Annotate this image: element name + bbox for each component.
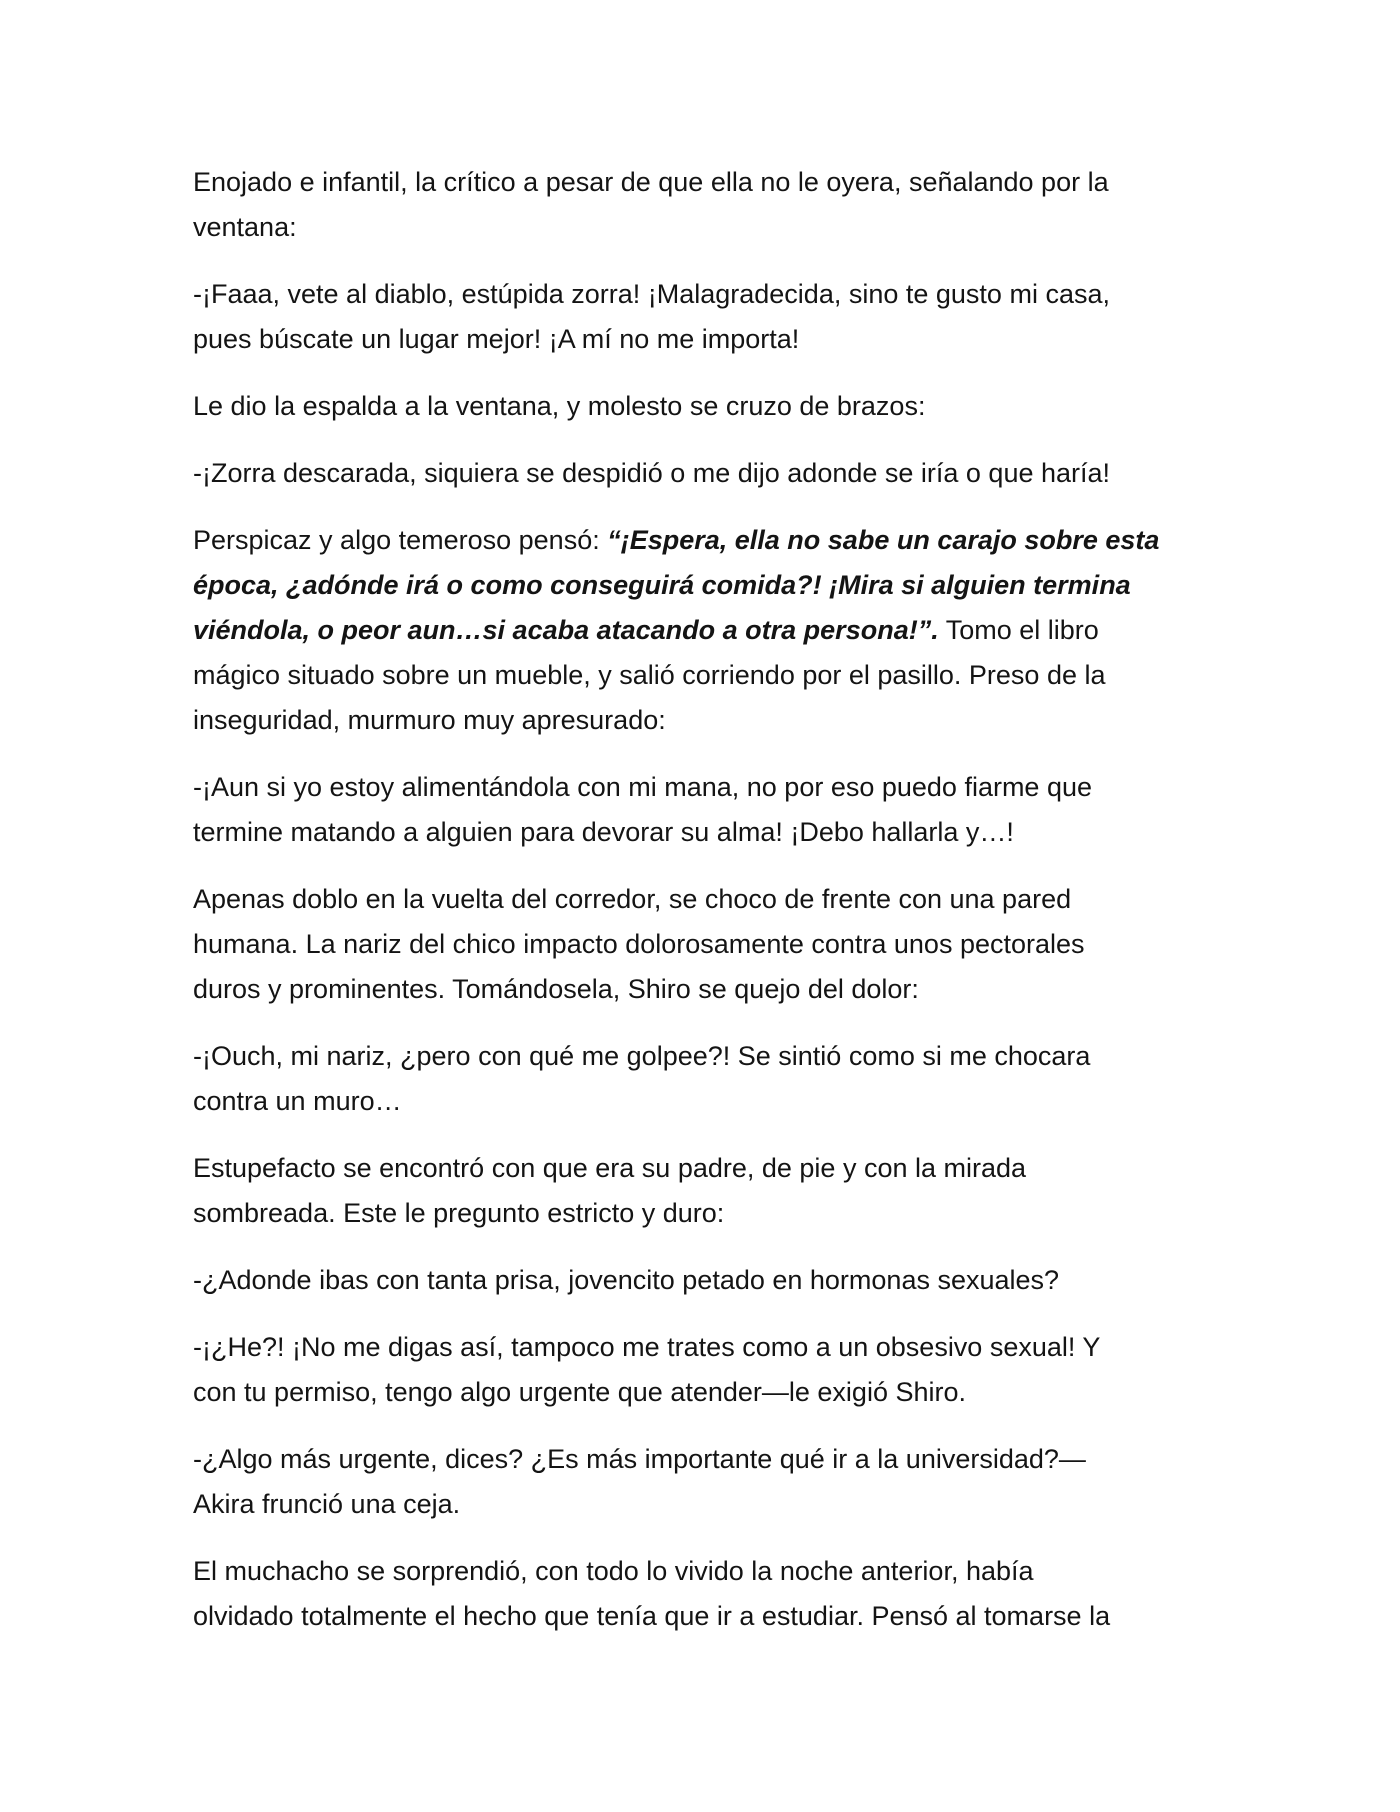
paragraph xyxy=(193,384,1208,429)
text-line: -¡Zorra descarada, siquiera se despidió o me dijo adonde se iría o que haría! xyxy=(193,458,1111,488)
paragraph xyxy=(193,1549,1208,1639)
text-line: -¿Algo más urgente, dices? ¿Es más importante qué ir a la universidad?— xyxy=(193,1444,1086,1474)
text-run: Tomo el libro xyxy=(938,615,1099,645)
paragraph xyxy=(193,1034,1208,1124)
text-line: termine matando a alguien para devorar su alma! ¡Debo hallarla y…! xyxy=(193,817,1014,847)
text-line: ventana: xyxy=(193,212,297,242)
paragraph xyxy=(193,1437,1208,1527)
paragraph xyxy=(193,160,1208,250)
text-line: duros y prominentes. Tomándosela, Shiro se quejo del dolor: xyxy=(193,974,919,1004)
text-line: -¡Faaa, vete al diablo, estúpida zorra! ¡Malagradecida, sino te gusto mi casa, xyxy=(193,279,1110,309)
thought-text: viéndola, o peor aun…si acaba atacando a otra persona!”. xyxy=(193,615,939,645)
paragraph xyxy=(193,1146,1208,1236)
thought-text: “¡Espera, ella no sabe un carajo sobre esta xyxy=(607,525,1160,555)
text-line: con tu permiso, tengo algo urgente que atender—le exigió Shiro. xyxy=(193,1377,966,1407)
text-line: Estupefacto se encontró con que era su padre, de pie y con la mirada xyxy=(193,1153,1027,1183)
text-line xyxy=(193,608,1208,653)
text-line: contra un muro… xyxy=(193,1086,402,1116)
text-line: pues búscate un lugar mejor! ¡A mí no me importa! xyxy=(193,324,800,354)
text-line: humana. La nariz del chico impacto dolorosamente contra unos pectorales xyxy=(193,929,1085,959)
paragraph xyxy=(193,877,1208,1012)
text-line: sombreada. Este le pregunto estricto y duro: xyxy=(193,1198,725,1228)
paragraph xyxy=(193,272,1208,362)
text-line: El muchacho se sorprendió, con todo lo vivido la noche anterior, había xyxy=(193,1556,1034,1586)
text-line: mágico situado sobre un mueble, y salió corriendo por el pasillo. Preso de la xyxy=(193,660,1106,690)
text-line: -¡Ouch, mi nariz, ¿pero con qué me golpee?! Se sintió como si me chocara xyxy=(193,1041,1091,1071)
text-line xyxy=(193,518,1208,563)
paragraph xyxy=(193,1325,1208,1415)
paragraph-thought xyxy=(193,518,1208,743)
text-line: Apenas doblo en la vuelta del corredor, se choco de frente con una pared xyxy=(193,884,1072,914)
text-line: -¡Aun si yo estoy alimentándola con mi mana, no por eso puedo fiarme que xyxy=(193,772,1093,802)
text-line: -¿Adonde ibas con tanta prisa, jovencito petado en hormonas sexuales? xyxy=(193,1265,1060,1295)
paragraph xyxy=(193,765,1208,855)
paragraph xyxy=(193,451,1208,496)
text-line: olvidado totalmente el hecho que tenía que ir a estudiar. Pensó al tomarse la xyxy=(193,1601,1111,1631)
text-line: Akira frunció una ceja. xyxy=(193,1489,461,1519)
paragraph xyxy=(193,1258,1208,1303)
thought-text: época, ¿adónde irá o como conseguirá comida?! ¡Mira si alguien termina xyxy=(193,570,1131,600)
text-line: Le dio la espalda a la ventana, y molesto se cruzo de brazos: xyxy=(193,391,926,421)
text-line: -¡¿He?! ¡No me digas así, tampoco me trates como a un obsesivo sexual! Y xyxy=(193,1332,1101,1362)
text-line: Enojado e infantil, la crítico a pesar de que ella no le oyera, señalando por la xyxy=(193,167,1109,197)
text-line: inseguridad, murmuro muy apresurado: xyxy=(193,705,666,735)
document-page xyxy=(193,160,1208,1661)
text-run: Perspicaz y algo temeroso pensó: xyxy=(193,525,608,555)
